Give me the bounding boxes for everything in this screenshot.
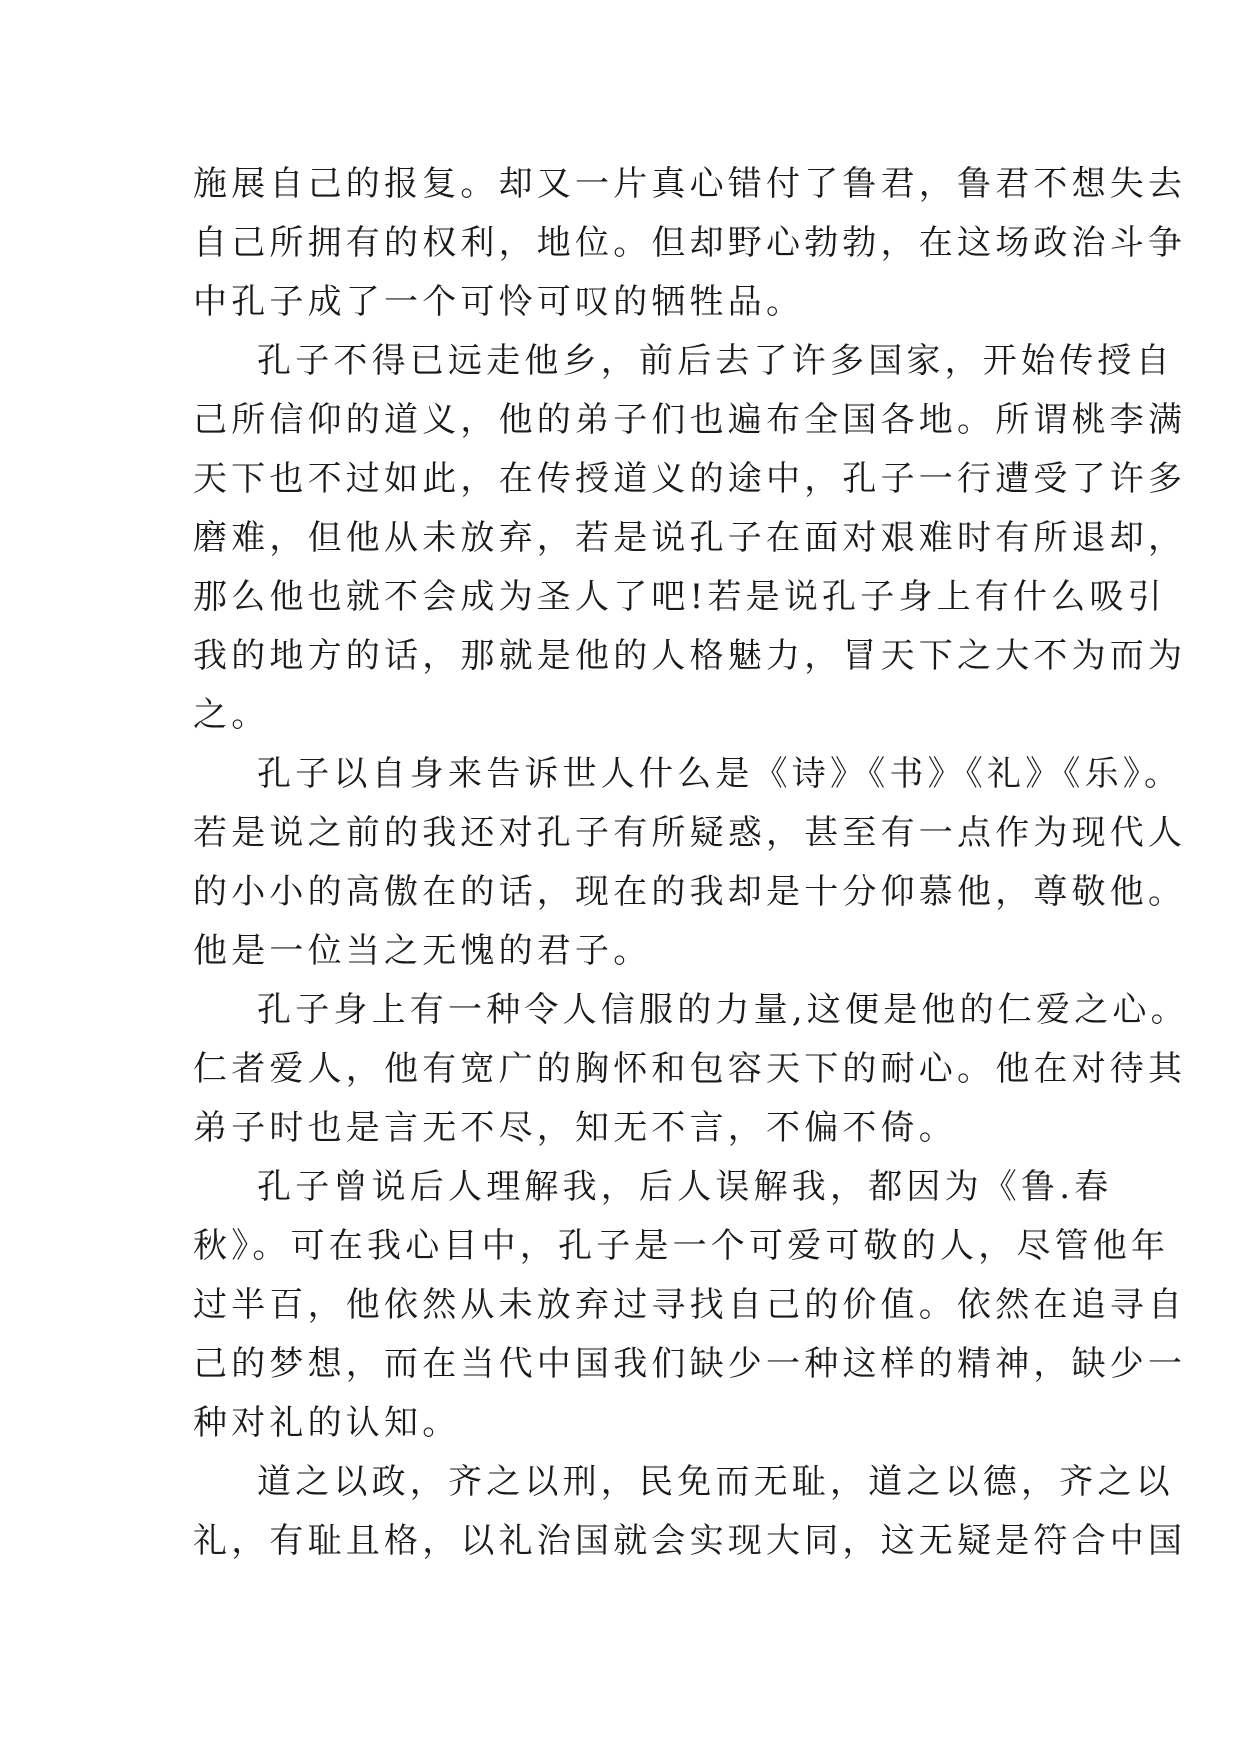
text-line: 他是一位当之无愧的君子。 (193, 931, 652, 971)
text-line: 己所信仰的道义，他的弟子们也遍布全国各地。所谓桃李满 (193, 400, 1187, 440)
text-line: 仁者爱人，他有宽广的胸怀和包容天下的耐心。他在对待其 (193, 1049, 1187, 1089)
text-line: 己的梦想，而在当代中国我们缺少一种这样的精神，缺少一 (193, 1344, 1187, 1384)
text-line: 天下也不过如此，在传授道义的途中，孔子一行遭受了许多 (193, 459, 1187, 499)
text-line: 磨难，但他从未放弃，若是说孔子在面对艰难时有所退却， (193, 518, 1187, 558)
text-line: 之。 (193, 695, 270, 735)
paragraph-start-line: 孔子身上有一种令人信服的力量,这便是他的仁爱之心。 (257, 990, 1189, 1030)
text-line: 礼，有耻且格，以礼治国就会实现大同，这无疑是符合中国 (193, 1521, 1187, 1561)
paragraph-start-line: 道之以政，齐之以刑，民免而无耻，道之以德，齐之以 (257, 1462, 1174, 1502)
text-line: 种对礼的认知。 (193, 1403, 461, 1443)
text-line: 弟子时也是言无不尽，知无不言，不偏不倚。 (193, 1108, 957, 1148)
text-line: 的小小的高傲在的话，现在的我却是十分仰慕他，尊敬他。 (193, 872, 1187, 912)
text-line: 若是说之前的我还对孔子有所疑惑，甚至有一点作为现代人 (193, 813, 1187, 853)
text-line: 那么他也就不会成为圣人了吧!若是说孔子身上有什么吸引 (193, 577, 1166, 617)
text-line: 中孔子成了一个可怜可叹的牺牲品。 (193, 282, 805, 322)
text-line: 过半百，他依然从未放弃过寻找自己的价值。依然在追寻自 (193, 1285, 1187, 1325)
text-line: 施展自己的报复。却又一片真心错付了鲁君，鲁君不想失去 (193, 164, 1187, 204)
paragraph-start-line: 孔子不得已远走他乡，前后去了许多国家，开始传授自 (257, 341, 1174, 381)
text-line: 自己所拥有的权利，地位。但却野心勃勃，在这场政治斗争 (193, 223, 1187, 263)
paragraph-start-line: 孔子曾说后人理解我，后人误解我，都因为《鲁.春 (257, 1167, 1113, 1207)
paragraph-start-line: 孔子以自身来告诉世人什么是《诗》《书》《礼》《乐》。 (257, 754, 1183, 794)
text-line: 秋》。可在我心目中，孔子是一个可爱可敬的人，尽管他年 (193, 1226, 1170, 1266)
body-text (193, 155, 1189, 1571)
text-line: 我的地方的话，那就是他的人格魅力，冒天下之大不为而为 (193, 636, 1187, 676)
